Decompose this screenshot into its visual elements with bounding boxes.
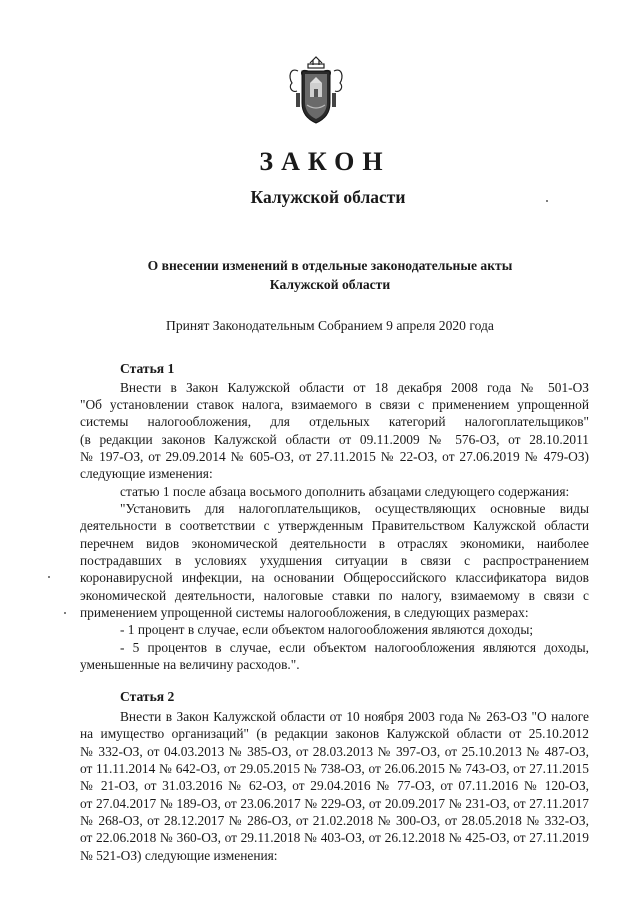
article-1-line: системы налогообложения, для отдельных категорий налогоплательщиков" (80, 414, 589, 429)
article-2-line: № 21-ОЗ, от 31.03.2016 № 62-ОЗ, от 29.04.2016 № 77-ОЗ, от 07.11.2016 № 120-ОЗ, (80, 778, 589, 793)
article-2-heading: Статья 2 (120, 689, 175, 704)
article-2-line: № 332-ОЗ, от 04.03.2013 № 385-ОЗ, от 28.03.2013 № 397-ОЗ, от 25.10.2013 № 487-ОЗ, (80, 744, 589, 759)
article-1-line: применением упрощенной системы налогообложения, в следующих размерах: (80, 605, 529, 620)
article-1-line: статью 1 после абзаца восьмого дополнить абзацами следующего содержания: (120, 484, 570, 499)
subject-line: О внесении изменений в отдельные законодательные акты (147, 258, 513, 273)
article-1-line: деятельности в соответствии с утвержденным Правительством Калужской области (80, 518, 589, 533)
scan-speck (546, 200, 548, 202)
article-2-line: от 11.11.2014 № 642-ОЗ, от 29.05.2015 № 738-ОЗ, от 26.06.2015 № 743-ОЗ, от 27.11.2015 (80, 761, 589, 776)
article-2-line: № 521-ОЗ) следующие изменения: (80, 848, 278, 863)
article-2-line: на имущество организаций" (в редакции законов Калужской области от 25.10.2012 (80, 726, 589, 741)
article-2-line: № 268-ОЗ, от 28.12.2017 № 286-ОЗ, от 21.02.2018 № 300-ОЗ, от 28.05.2018 № 332-ОЗ, (80, 813, 589, 828)
article-1-line: "Установить для налогоплательщиков, осуществляющих основные виды (120, 501, 589, 516)
article-1-line: уменьшенные на величину расходов.". (80, 657, 300, 672)
article-1-line: (в редакции законов Калужской области от 09.11.2009 № 576-ОЗ, от 28.10.2011 (80, 432, 589, 447)
article-1-line: "Об установлении ставок налога, взимаемого в связи с применением упрощенной (80, 397, 589, 412)
article-1-line: коронавирусной инфекции, на основании Общероссийского классификатора видов (80, 570, 589, 585)
article-1-line: экономической деятельности, налоговые ставки по налогу, взимаемому в связи с (80, 588, 589, 603)
coat-of-arms-icon (286, 53, 346, 127)
region-name: Калужской области (250, 187, 406, 207)
article-1-line: - 5 процентов в случае, если объектом налогообложения являются доходы, (120, 640, 589, 655)
article-1-line: перечнем видов экономической деятельности в отраслях экономики, наиболее (80, 536, 589, 551)
article-1-line: пострадавших в условиях ухудшения ситуации в связи с распространением (80, 553, 589, 568)
adoption-date: Принят Законодательным Собранием 9 апреля 2020 года (166, 318, 494, 333)
law-title: ЗАКОН (259, 147, 391, 176)
article-2-line: от 27.04.2017 № 189-ОЗ, от 23.06.2017 № 229-ОЗ, от 20.09.2017 № 231-ОЗ, от 27.11.2017 (80, 796, 589, 811)
scan-speck (48, 576, 50, 578)
article-1-line: № 197-ОЗ, от 29.09.2014 № 605-ОЗ, от 27.11.2015 № 22-ОЗ, от 27.06.2019 № 479-ОЗ) (80, 449, 589, 464)
scan-speck (64, 612, 66, 614)
law-subject (140, 256, 520, 294)
article-1-line: Внести в Закон Калужской области от 18 декабря 2008 года № 501-ОЗ (120, 380, 589, 395)
article-1-line: следующие изменения: (80, 466, 213, 481)
subject-line: Калужской области (269, 277, 391, 292)
article-2-line: Внести в Закон Калужской области от 10 ноября 2003 года № 263-ОЗ "О налоге (120, 709, 589, 724)
article-1-heading: Статья 1 (120, 361, 175, 376)
article-2-line: от 22.06.2018 № 360-ОЗ, от 29.11.2018 № 403-ОЗ, от 26.12.2018 № 425-ОЗ, от 27.11.2019 (80, 830, 589, 845)
article-1-line: - 1 процент в случае, если объектом налогообложения являются доходы; (120, 622, 534, 637)
